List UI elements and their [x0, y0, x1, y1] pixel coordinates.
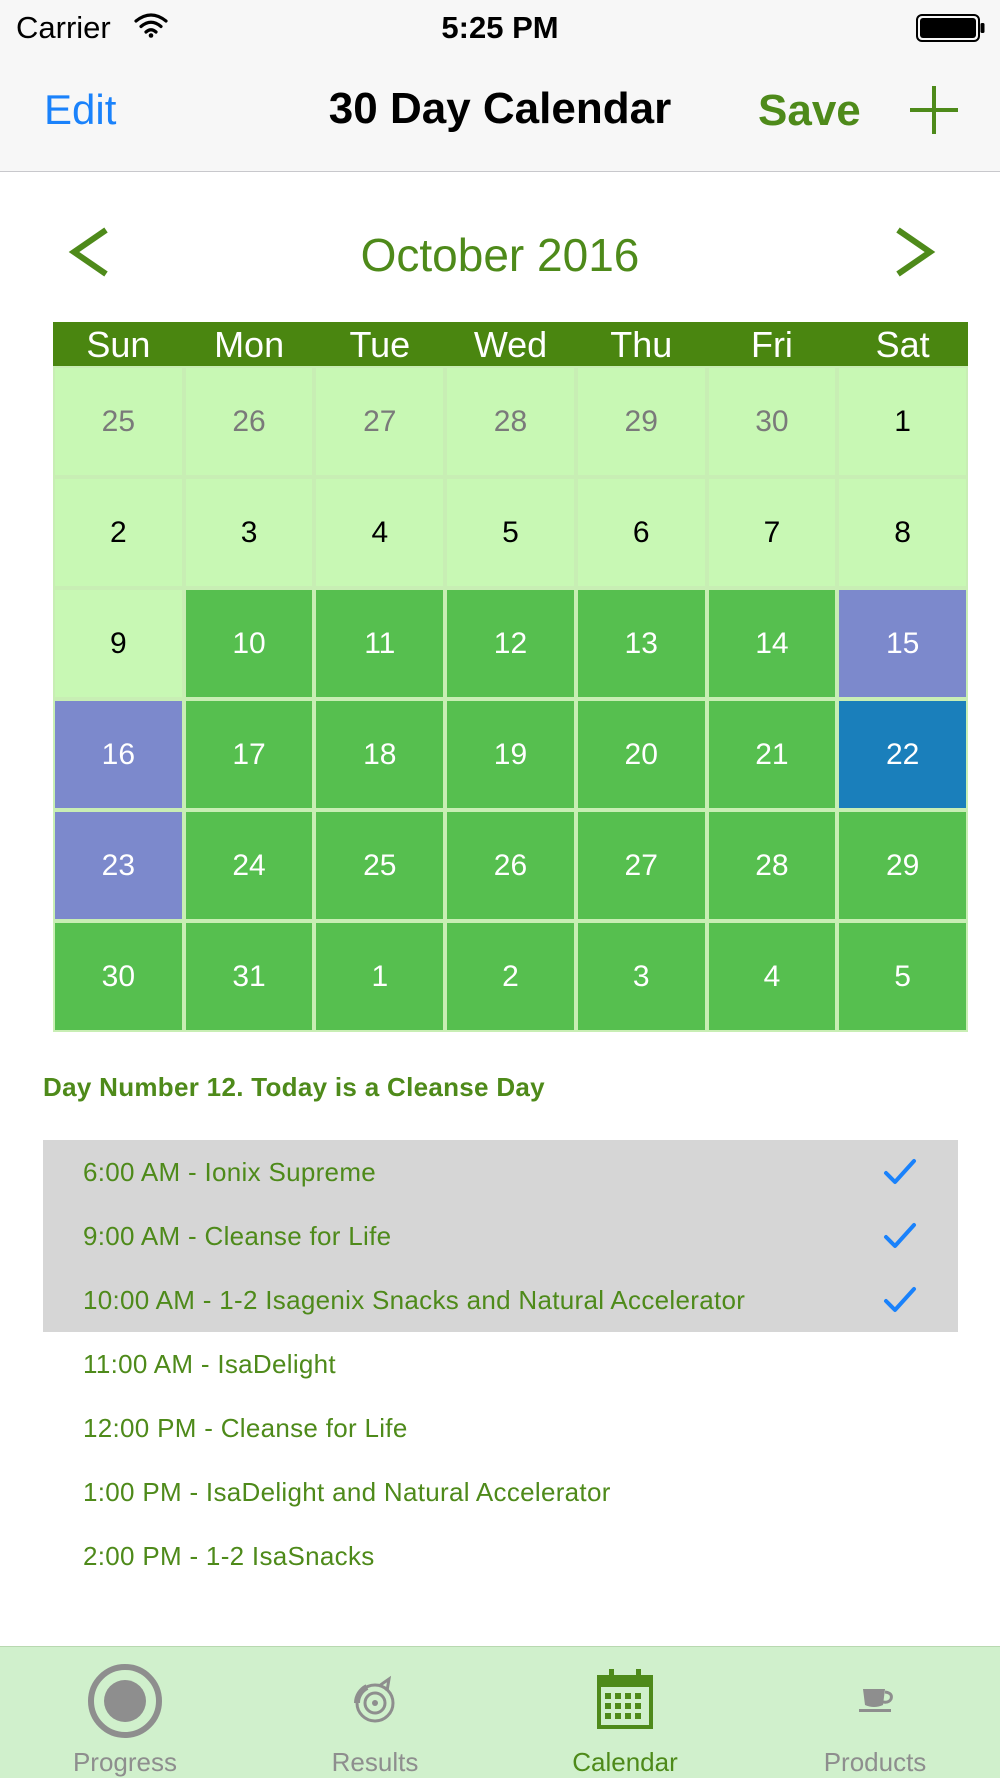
- calendar-day-cell[interactable]: 6: [578, 479, 705, 586]
- page-title: 30 Day Calendar: [328, 84, 672, 133]
- calendar-day-cell[interactable]: 26: [447, 812, 574, 919]
- plus-icon[interactable]: [908, 84, 960, 136]
- day-info-text: Day Number 12. Today is a Cleanse Day: [43, 1072, 545, 1102]
- calendar-icon: [585, 1661, 665, 1741]
- calendar-day-cell[interactable]: 2: [55, 479, 182, 586]
- save-button[interactable]: Save: [758, 86, 861, 135]
- tab-bar: [0, 1646, 1000, 1778]
- calendar-day-cell[interactable]: 3: [186, 479, 313, 586]
- calendar-day-cell[interactable]: 3: [578, 923, 705, 1030]
- schedule-item-label: 9:00 AM - Cleanse for Life: [83, 1221, 392, 1251]
- weekday-label: Wed: [473, 324, 548, 365]
- calendar-day-cell[interactable]: 24: [186, 812, 313, 919]
- calendar-day-cell[interactable]: 25: [55, 368, 182, 475]
- schedule-list: [43, 1140, 958, 1588]
- weekday-label: Tue: [349, 324, 411, 365]
- calendar-day-cell[interactable]: 28: [447, 368, 574, 475]
- calendar-day-cell[interactable]: 2: [447, 923, 574, 1030]
- calendar-day-cell[interactable]: 13: [578, 590, 705, 697]
- tab-results[interactable]: [250, 1647, 500, 1778]
- tab-label: Results: [331, 1747, 419, 1777]
- battery-icon: [916, 14, 986, 42]
- weekday-label: Fri: [750, 324, 793, 365]
- calendar-day-cell[interactable]: 21: [709, 701, 836, 808]
- month-title: October 2016: [360, 229, 640, 281]
- navigation-bar: [0, 56, 1000, 172]
- tab-progress[interactable]: [0, 1647, 250, 1778]
- calendar-day-cell[interactable]: 1: [316, 923, 443, 1030]
- schedule-item-label: 2:00 PM - 1-2 IsaSnacks: [83, 1541, 375, 1571]
- tab-calendar[interactable]: [500, 1647, 750, 1778]
- calendar-day-cell[interactable]: 30: [709, 368, 836, 475]
- schedule-item[interactable]: [43, 1204, 958, 1268]
- calendar-day-cell[interactable]: 29: [578, 368, 705, 475]
- calendar-day-cell[interactable]: 18: [316, 701, 443, 808]
- calendar-day-cell[interactable]: 12: [447, 590, 574, 697]
- weekday-label: Thu: [610, 324, 673, 365]
- chevron-right-icon[interactable]: [888, 220, 938, 284]
- calendar-day-cell[interactable]: 16: [55, 701, 182, 808]
- status-time: 5:25 PM: [441, 10, 559, 45]
- calendar-day-cell[interactable]: 8: [839, 479, 966, 586]
- weekday-label: Sat: [875, 324, 930, 365]
- calendar-day-cell[interactable]: 4: [316, 479, 443, 586]
- calendar-day-cell[interactable]: 31: [186, 923, 313, 1030]
- status-bar: [0, 0, 1000, 56]
- tab-label: Progress: [72, 1747, 178, 1777]
- results-chart-icon: [335, 1661, 415, 1741]
- schedule-item[interactable]: [43, 1524, 958, 1588]
- weekday-header: [53, 322, 968, 366]
- edit-button[interactable]: Edit: [44, 86, 117, 133]
- calendar-day-cell[interactable]: 19: [447, 701, 574, 808]
- calendar-day-cell[interactable]: 20: [578, 701, 705, 808]
- schedule-item[interactable]: [43, 1268, 958, 1332]
- schedule-item-label: 10:00 AM - 1-2 Isagenix Snacks and Natural Accelerator: [83, 1285, 746, 1315]
- calendar-day-cell[interactable]: 28: [709, 812, 836, 919]
- schedule-item[interactable]: [43, 1332, 958, 1396]
- schedule-item[interactable]: [43, 1396, 958, 1460]
- calendar-grid: [53, 366, 968, 1032]
- calendar-day-cell[interactable]: 9: [55, 590, 182, 697]
- tab-label: Calendar: [572, 1747, 678, 1777]
- checkmark-icon: [882, 1156, 918, 1188]
- calendar-day-cell[interactable]: 30: [55, 923, 182, 1030]
- schedule-item-label: 6:00 AM - Ionix Supreme: [83, 1157, 377, 1187]
- weekday-label: Mon: [214, 324, 285, 365]
- schedule-item-label: 1:00 PM - IsaDelight and Natural Accelerator: [83, 1477, 611, 1507]
- calendar-day-cell[interactable]: 22: [839, 701, 966, 808]
- calendar-day-cell[interactable]: 15: [839, 590, 966, 697]
- schedule-item[interactable]: [43, 1460, 958, 1524]
- cup-icon: [835, 1661, 915, 1741]
- calendar-day-cell[interactable]: 5: [839, 923, 966, 1030]
- schedule-item-label: 12:00 PM - Cleanse for Life: [83, 1413, 408, 1443]
- carrier-label: Carrier: [16, 10, 111, 45]
- calendar-day-cell[interactable]: 23: [55, 812, 182, 919]
- checkmark-icon: [882, 1220, 918, 1252]
- checkmark-icon: [882, 1284, 918, 1316]
- calendar-day-cell[interactable]: 10: [186, 590, 313, 697]
- calendar-day-cell[interactable]: 26: [186, 368, 313, 475]
- calendar-day-cell[interactable]: 17: [186, 701, 313, 808]
- tab-products[interactable]: [750, 1647, 1000, 1778]
- schedule-item[interactable]: [43, 1140, 958, 1204]
- calendar-day-cell[interactable]: 5: [447, 479, 574, 586]
- calendar-day-cell[interactable]: 4: [709, 923, 836, 1030]
- calendar-day-cell[interactable]: 7: [709, 479, 836, 586]
- tab-label: Products: [823, 1747, 927, 1777]
- calendar-day-cell[interactable]: 11: [316, 590, 443, 697]
- month-calendar: [53, 322, 968, 1032]
- calendar-day-cell[interactable]: 29: [839, 812, 966, 919]
- calendar-day-cell[interactable]: 27: [316, 368, 443, 475]
- calendar-day-cell[interactable]: 1: [839, 368, 966, 475]
- calendar-day-cell[interactable]: 25: [316, 812, 443, 919]
- calendar-day-cell[interactable]: 14: [709, 590, 836, 697]
- calendar-day-cell[interactable]: 27: [578, 812, 705, 919]
- weekday-label: Sun: [86, 324, 151, 365]
- progress-ring-icon: [85, 1661, 165, 1741]
- schedule-item-label: 11:00 AM - IsaDelight: [83, 1349, 336, 1379]
